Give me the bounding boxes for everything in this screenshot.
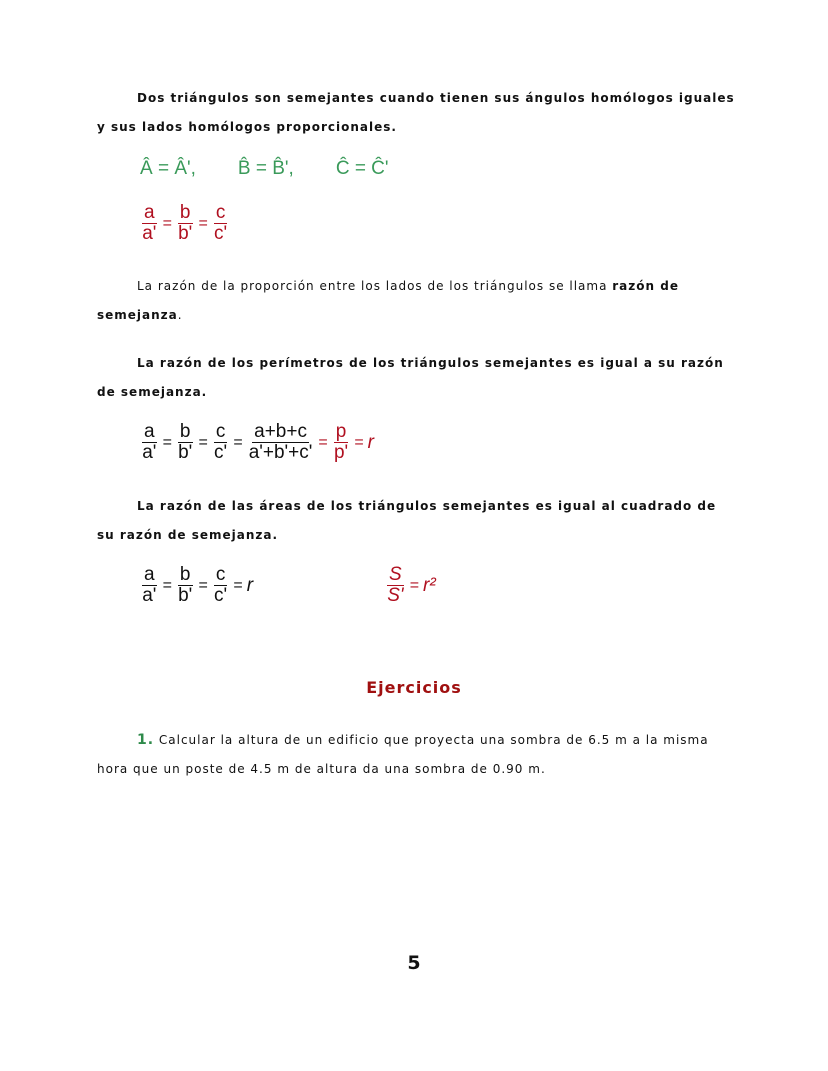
angle-equalities	[140, 158, 431, 180]
ratio-paragraph	[97, 272, 737, 330]
area-formula	[385, 565, 436, 606]
text: La razón de la proporción entre los lados de los triángulos se llama	[137, 279, 613, 293]
num: a	[144, 202, 155, 223]
num: a+b+c	[254, 421, 307, 442]
num: b	[179, 564, 191, 585]
angle-b-equality: B̂ = B̂',	[237, 158, 294, 179]
den: a'+b'+c'	[248, 442, 313, 463]
den: S'	[387, 585, 404, 606]
area-ratio-formula	[140, 565, 253, 606]
angle-a-equality: Â = Â',	[140, 158, 196, 179]
angle-c-equality: Ĉ = Ĉ'	[335, 158, 389, 179]
exercise-number: 1.	[137, 732, 155, 748]
eq: =	[162, 576, 172, 594]
section-title: Ejercicios	[366, 678, 462, 697]
num: S	[389, 564, 402, 585]
num: p	[335, 421, 347, 442]
den: b'	[178, 442, 193, 463]
r: r	[367, 431, 374, 453]
perimeter-formula	[140, 422, 374, 463]
eq: =	[198, 576, 208, 594]
r-squared: r²	[423, 574, 436, 596]
side-ratio-formula	[140, 203, 229, 244]
page-number: 5	[407, 952, 421, 974]
eq: =	[198, 214, 208, 232]
exercise-text: Calcular la altura de un edificio que proyecta una sombra de 6.5 m a la misma hora que un poste de 4.5 m de altura da una sombra de 0.90 m.	[97, 733, 709, 776]
eq: =	[354, 433, 364, 451]
num: c	[215, 564, 226, 585]
bold-term: razón de semejanza	[97, 279, 679, 322]
num: c	[215, 202, 226, 223]
den: p'	[333, 442, 349, 463]
perimeter-paragraph: La razón de los perímetros de los triángulos semejantes es igual a su razón de semejanza.	[97, 356, 724, 399]
exercise-1	[97, 726, 737, 784]
den: a'	[142, 223, 157, 244]
num: c	[215, 421, 226, 442]
num: a	[144, 421, 155, 442]
eq: =	[318, 433, 328, 451]
den: a'	[142, 585, 157, 606]
r: r	[246, 574, 254, 596]
eq: =	[198, 433, 208, 451]
den: b'	[178, 585, 193, 606]
num: b	[179, 421, 191, 442]
den: a'	[142, 442, 157, 463]
eq: =	[162, 433, 172, 451]
similarity-definition: Dos triángulos son semejantes cuando tienen sus ángulos homólogos iguales y sus lados homólogos proporcionales.	[97, 91, 735, 134]
text: .	[177, 308, 183, 322]
den: c'	[214, 585, 228, 606]
eq: =	[162, 214, 172, 232]
num: a	[144, 564, 155, 585]
area-paragraph: La razón de las áreas de los triángulos semejantes es igual al cuadrado de su razón de semejanza.	[97, 499, 717, 542]
eq: =	[233, 433, 243, 451]
den: c'	[214, 442, 228, 463]
num: b	[179, 202, 191, 223]
den: b'	[178, 223, 193, 244]
eq: =	[409, 576, 420, 594]
den: c'	[214, 223, 228, 244]
eq: =	[233, 576, 243, 594]
